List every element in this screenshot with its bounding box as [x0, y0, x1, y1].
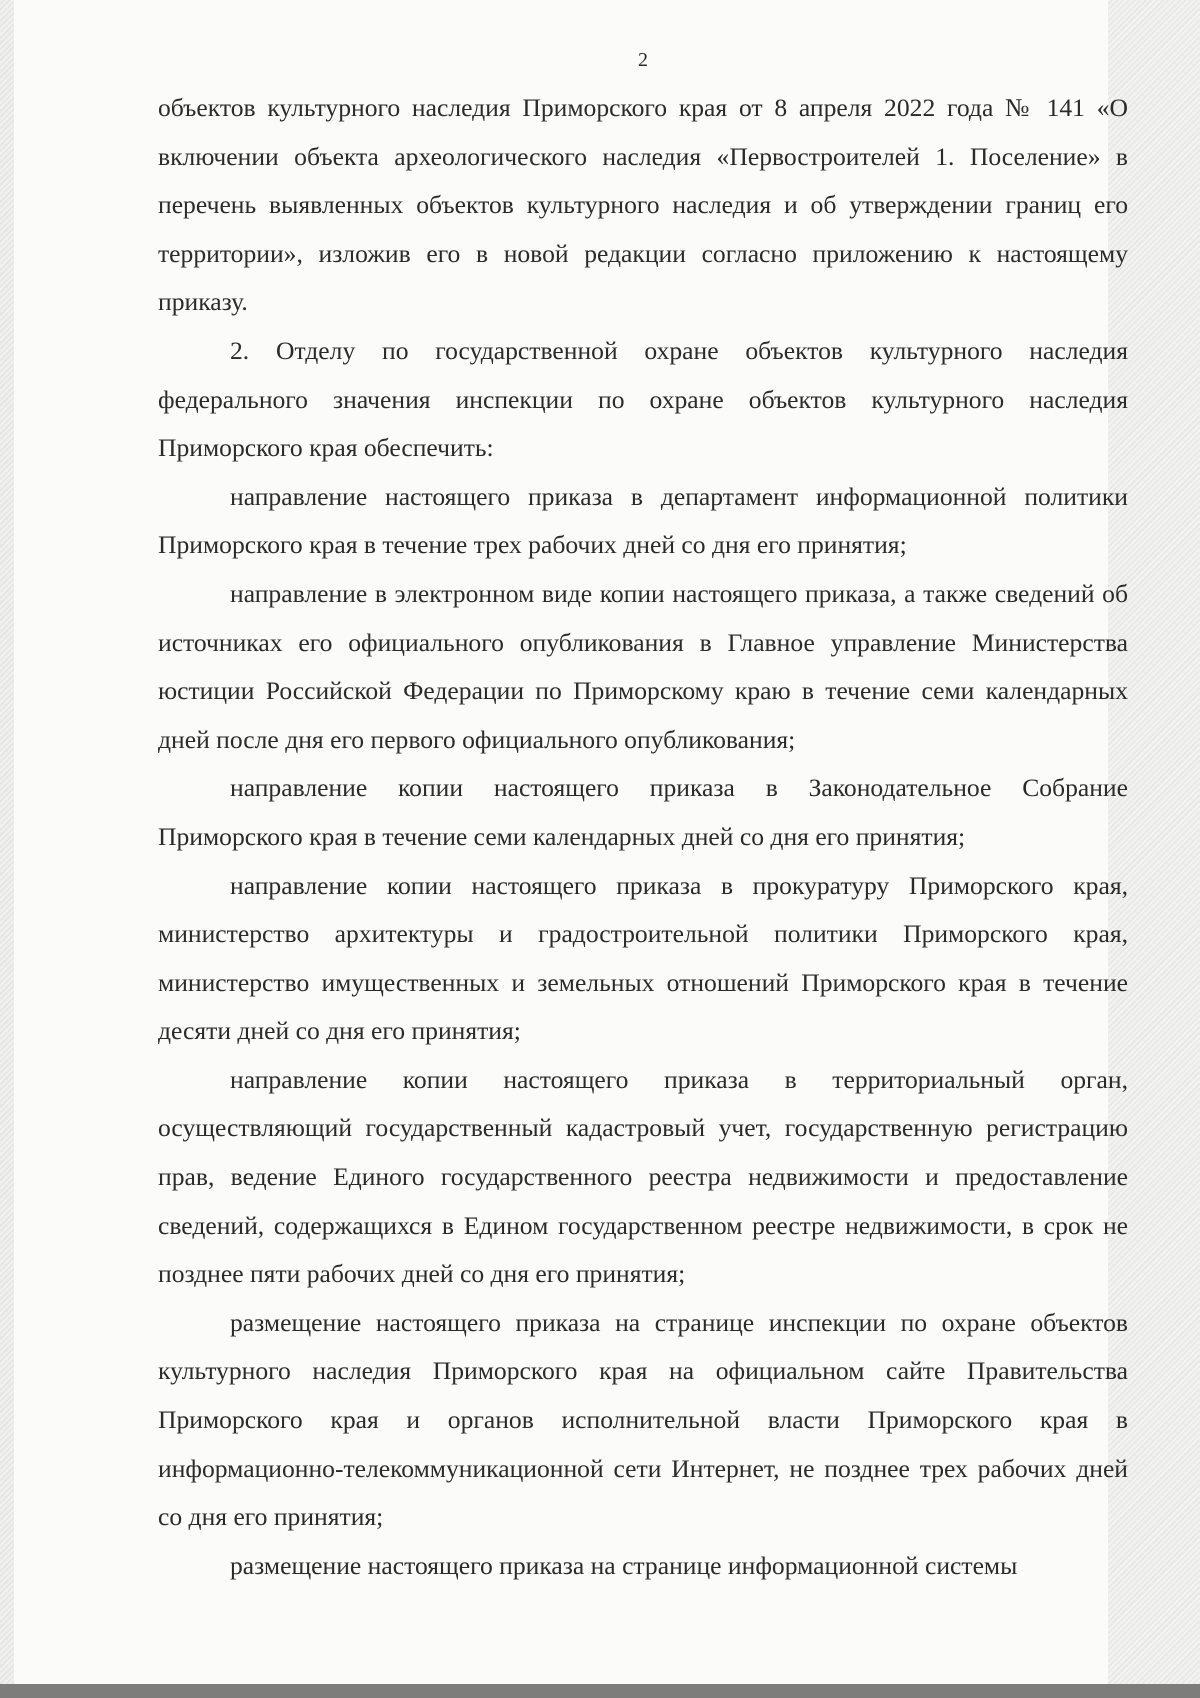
paragraph-cadastral: направление копии настоящего приказа в территориальный орган, осуществляющий государственный кадастровый учет, государственную регистрацию прав, ведение Единого государственного реестра недвижимости и предоставление сведений, содержащихся в Едином государственном реестре недвижимости, в срок не позднее пяти рабочих дней со дня его принятия; — [158, 1064, 1128, 1289]
paragraph-prosecutor: направление копии настоящего приказа в прокуратуру Приморского края, министерство архитектуры и градостроительной политики Приморского края, министерство имущественных и земельных отношений Приморского края в течение десяти дней со дня его принятия; — [158, 870, 1128, 1046]
paragraph-website: размещение настоящего приказа на странице инспекции по охране объектов культурного наследия Приморского края на официальном сайте Правительства Приморского края и органов исполнительной власти Приморского края в информационно-телекоммуникационной сети Интернет, не позднее трех рабочих дней со дня его принятия; — [158, 1307, 1128, 1532]
paragraph-continuation: объектов культурного наследия Приморского края от 8 апреля 2022 года № 141 «О включении объекта археологического наследия «Первостроителей 1. Поселение» в перечень выявленных объектов культурного наследия и об утверждении границ его территории», изложив его в новой редакции согласно приложению к настоящему приказу. — [158, 93, 1128, 317]
paragraph-ministry-justice: направление в электронном виде копии настоящего приказа, а также сведений об источниках его официального опубликования в Главное управление Министерства юстиции Российской Федерации по Приморскому краю в течение семи календарных дней после дня его первого официального опубликования; — [158, 578, 1128, 754]
page-number: 2 — [638, 49, 648, 71]
paragraph-legislative-assembly: направление копии настоящего приказа в Законодательное Собрание Приморского края в течение семи календарных дней со дня его принятия; — [158, 773, 1128, 851]
document-page — [158, 48, 1128, 1590]
paragraph-info-policy: направление настоящего приказа в департамент информационной политики Приморского края в течение трех рабочих дней со дня его принятия; — [158, 481, 1128, 560]
scan-bottom-edge — [0, 1684, 1200, 1698]
paragraph-item-2: 2. Отделу по государственной охране объектов культурного наследия федерального значения инспекции по охране объектов культурного наследия Приморского края обеспечить: — [158, 335, 1128, 463]
paragraph-info-system: размещение настоящего приказа на странице информационной системы — [230, 1550, 1018, 1580]
scan-left-edge — [0, 0, 14, 1698]
